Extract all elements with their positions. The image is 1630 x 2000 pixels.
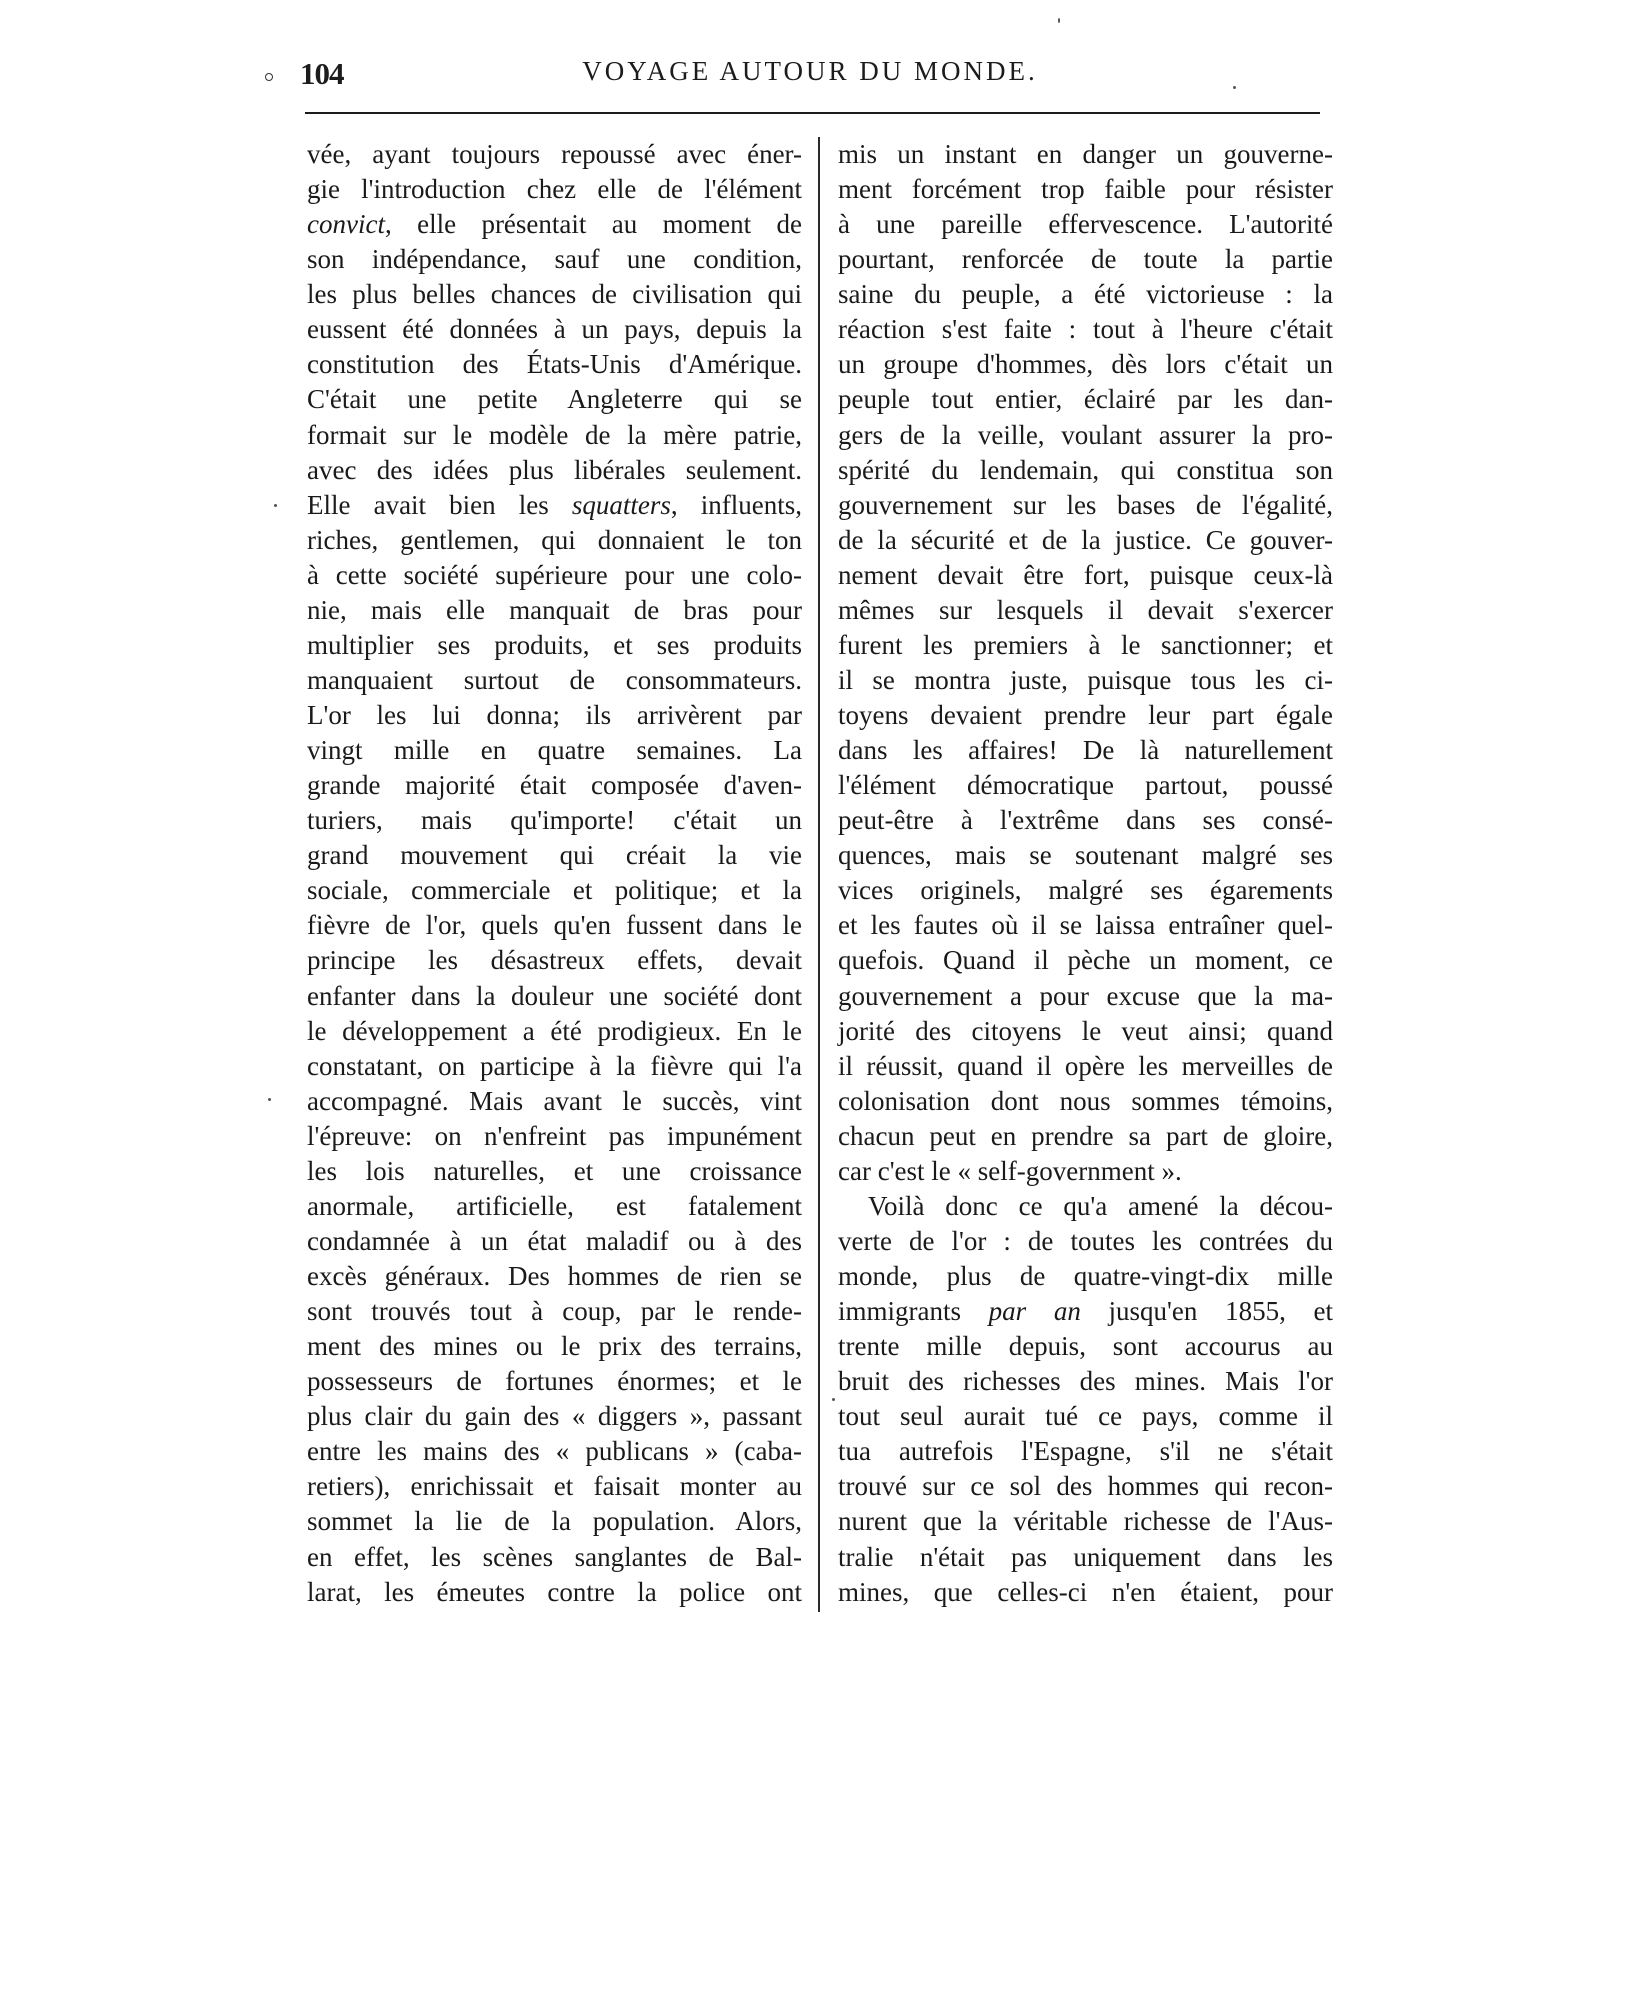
text-line: grande majorité était composée d'aven-	[307, 770, 802, 801]
text-line: sociale, commerciale et politique; et la	[307, 875, 802, 906]
text-line: tua autrefois l'Espagne, s'il ne s'était	[838, 1436, 1333, 1467]
text-line: mis un instant en danger un gouverne-	[838, 139, 1333, 169]
text-line: multiplier ses produits, et ses produits	[307, 629, 802, 660]
text-line: turiers, mais qu'importe! c'était un	[307, 805, 802, 836]
text-line: l'épreuve: on n'enfreint pas impunément	[307, 1120, 802, 1151]
text-line: enfanter dans la douleur une société dont	[307, 980, 802, 1011]
text-line: vée, ayant toujours repoussé avec éner-	[307, 139, 802, 169]
text-line: anormale, artificielle, est fatalement	[307, 1190, 802, 1221]
text-line: les lois naturelles, et une croissance	[307, 1155, 802, 1186]
text-line: sommet la lie de la population. Alors,	[307, 1506, 802, 1537]
text-line: eussent été données à un pays, depuis la	[307, 314, 802, 345]
text-line: L'or les lui donna; ils arrivèrent par	[307, 700, 802, 730]
text-line: peut-être à l'extrême dans ses consé-	[838, 805, 1333, 836]
text-line: nurent que la véritable richesse de l'Aus-	[838, 1506, 1333, 1537]
text-line: dans les affaires! De là naturellement	[838, 735, 1333, 766]
print-speck	[274, 504, 277, 507]
text-line: et les fautes où il se laissa entraîner quel-	[838, 910, 1333, 941]
text-line: nie, mais elle manquait de bras pour	[307, 594, 802, 625]
page-number: 104	[300, 56, 344, 91]
text-line: possesseurs de fortunes énormes; et le	[307, 1366, 802, 1397]
text-line: chacun peut en prendre sa part de gloire,	[838, 1120, 1333, 1151]
text-line: jorité des citoyens le veut ainsi; quand	[838, 1015, 1333, 1046]
text-line: Voilà donc ce qu'a amené la décou-	[868, 1190, 1333, 1221]
text-line: ment forcément trop faible pour résister	[838, 174, 1333, 205]
text-line: quences, mais se soutenant malgré ses	[838, 840, 1333, 871]
text-line: son indépendance, sauf une condition,	[307, 244, 802, 275]
text-line: les plus belles chances de civilisation qui	[307, 279, 802, 310]
text-line: tralie n'était pas uniquement dans les	[838, 1541, 1333, 1572]
text-line: verte de l'or : de toutes les contrées du	[838, 1225, 1333, 1256]
text-line: C'était une petite Angleterre qui se	[307, 384, 802, 415]
text-line: colonisation dont nous sommes témoins,	[838, 1085, 1333, 1116]
text-line: convict, elle présentait au moment de	[307, 209, 802, 240]
text-line: riches, gentlemen, qui donnaient le ton	[307, 524, 802, 555]
text-line: toyens devaient prendre leur part égale	[838, 700, 1333, 730]
text-line: gie l'introduction chez elle de l'élément	[307, 174, 802, 205]
text-line: grand mouvement qui créait la vie	[307, 840, 802, 871]
text-line: en effet, les scènes sanglantes de Bal-	[307, 1541, 802, 1572]
text-line: constitution des États-Unis d'Amérique.	[307, 349, 802, 380]
text-line: Elle avait bien les squatters, influents,	[307, 489, 802, 520]
text-line: gouvernement a pour excuse que la ma-	[838, 980, 1333, 1011]
text-line: constatant, on participe à la fièvre qui l'a	[307, 1050, 802, 1081]
italic-term: par an	[988, 1296, 1081, 1327]
text-line: accompagné. Mais avant le succès, vint	[307, 1085, 802, 1116]
text-line: gouvernement sur les bases de l'égalité,	[838, 489, 1333, 520]
text-line: à une pareille effervescence. L'autorité	[838, 209, 1333, 240]
text-line: de la sécurité et de la justice. Ce gouver-	[838, 524, 1333, 555]
text-line: trente mille depuis, sont accourus au	[838, 1331, 1333, 1362]
page-header	[300, 50, 1320, 94]
text-line: avec des idées plus libérales seulement.	[307, 454, 802, 485]
text-line: un groupe d'hommes, dès lors c'était un	[838, 349, 1333, 380]
text-line: réaction s'est faite : tout à l'heure c'était	[838, 314, 1333, 345]
running-title: VOYAGE AUTOUR DU MONDE.	[582, 56, 1038, 86]
text-line: vingt mille en quatre semaines. La	[307, 735, 802, 766]
text-line: sont trouvés tout à coup, par le rende-	[307, 1296, 802, 1327]
text-line: entre les mains des « publicans » (caba-	[307, 1436, 802, 1467]
text-line: condamnée à un état maladif ou à des	[307, 1225, 802, 1256]
print-speck	[1058, 18, 1060, 23]
text-line: trouvé sur ce sol des hommes qui recon-	[838, 1471, 1333, 1502]
text-line: bruit des richesses des mines. Mais l'or	[838, 1366, 1333, 1397]
text-line: pourtant, renforcée de toute la partie	[838, 244, 1333, 275]
text-line: formait sur le modèle de la mère patrie,	[307, 419, 802, 450]
print-speck	[268, 1098, 271, 1101]
text-line: retiers), enrichissait et faisait monter au	[307, 1471, 802, 1502]
text-line: car c'est le « self-government ».	[838, 1155, 1182, 1186]
text-column-right	[838, 137, 1333, 1610]
column-divider	[818, 137, 820, 1612]
text-line: nement devait être fort, puisque ceux-là	[838, 559, 1333, 590]
text-line: spérité du lendemain, qui constitua son	[838, 454, 1333, 485]
text-line: larat, les émeutes contre la police ont	[307, 1576, 802, 1607]
text-line: il réussit, quand il opère les merveilles de	[838, 1050, 1333, 1081]
text-line: peuple tout entier, éclairé par les dan-	[838, 384, 1333, 415]
text-line: furent les premiers à le sanctionner; et	[838, 629, 1333, 660]
text-column-left	[307, 137, 802, 1610]
text-line: l'élément démocratique partout, poussé	[838, 770, 1333, 801]
text-line: monde, plus de quatre-vingt-dix mille	[838, 1261, 1333, 1291]
text-line: excès généraux. Des hommes de rien se	[307, 1261, 802, 1291]
text-line: le développement a été prodigieux. En le	[307, 1015, 802, 1046]
text-line: vices originels, malgré ses égarements	[838, 875, 1333, 906]
text-line: fièvre de l'or, quels qu'en fussent dans le	[307, 910, 802, 941]
text-line: manquaient surtout de consommateurs.	[307, 664, 802, 695]
text-line: principe les désastreux effets, devait	[307, 945, 802, 976]
print-speck	[832, 1398, 835, 1401]
text-line: immigrants par an jusqu'en 1855, et	[838, 1296, 1333, 1327]
italic-term: squatters	[571, 489, 671, 520]
text-line: il se montra juste, puisque tous les ci-	[838, 664, 1333, 695]
text-line: ment des mines ou le prix des terrains,	[307, 1331, 802, 1362]
text-line: mines, que celles-ci n'en étaient, pour	[838, 1576, 1333, 1607]
italic-term: convict	[307, 209, 385, 240]
text-line: à cette société supérieure pour une colo-	[307, 559, 802, 590]
text-line: gers de la veille, voulant assurer la pro-	[838, 419, 1333, 450]
text-line: saine du peuple, a été victorieuse : la	[838, 279, 1333, 310]
text-line: quefois. Quand il pèche un moment, ce	[838, 945, 1333, 976]
text-line: tout seul aurait tué ce pays, comme il	[838, 1401, 1333, 1432]
text-line: mêmes sur lesquels il devait s'exercer	[838, 594, 1333, 625]
header-rule	[305, 112, 1320, 114]
margin-mark	[265, 73, 273, 81]
text-line: plus clair du gain des « diggers », passant	[307, 1401, 802, 1432]
